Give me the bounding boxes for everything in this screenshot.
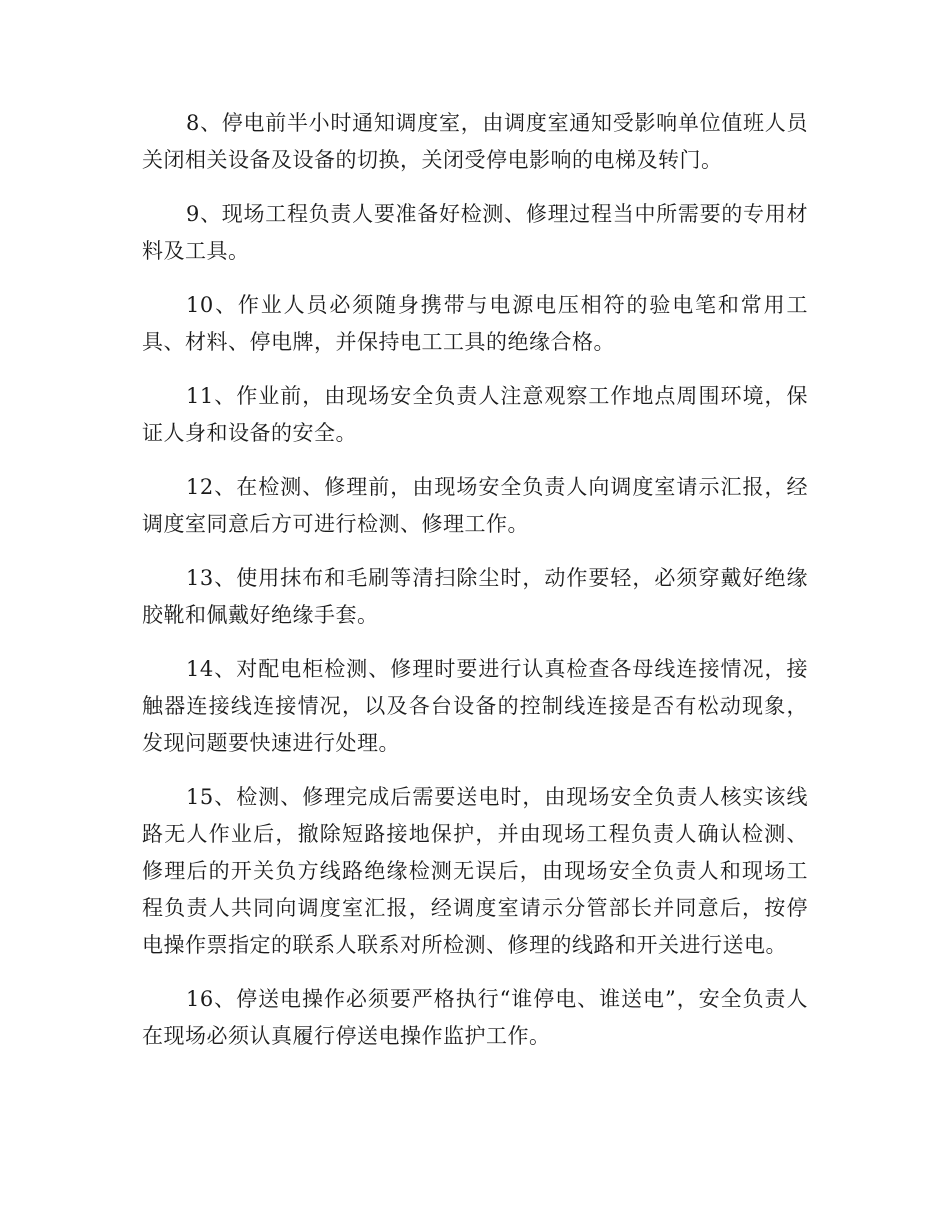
- paragraph-item-15: 15、检测、修理完成后需要送电时，由现场安全负责人核实该线路无人作业后，撤除短路接地保护，并由现场工程负责人确认检测、修理后的开关负方线路绝缘检测无误后，由现场安全负责人和现场工程负责人共同向调度室汇报，经调度室请示分管部长并同意后，按停电操作票指定的联系人联系对所检测、修理的线路和开关进行送电。: [142, 785, 808, 957]
- paragraph-item-11: 11、作业前，由现场安全负责人注意观察工作地点周围环境，保证人身和设备的安全。: [142, 384, 808, 445]
- paragraph-item-8: 8、停电前半小时通知调度室，由调度室通知受影响单位值班人员关闭相关设备及设备的切换，关闭受停电影响的电梯及转门。: [142, 111, 808, 172]
- document-body: [142, 105, 808, 1072]
- paragraph-item-13: 13、使用抹布和毛刷等清扫除尘时，动作要轻，必须穿戴好绝缘胶靴和佩戴好绝缘手套。: [142, 566, 808, 627]
- paragraph-item-16: 16、停送电操作必须要严格执行“谁停电、谁送电”，安全负责人在现场必须认真履行停送电操作监护工作。: [142, 987, 808, 1048]
- paragraph-item-12: 12、在检测、修理前，由现场安全负责人向调度室请示汇报，经调度室同意后方可进行检测、修理工作。: [142, 475, 808, 536]
- paragraph-item-10: 10、作业人员必须随身携带与电源电压相符的验电笔和常用工具、材料、停电牌，并保持电工工具的绝缘合格。: [142, 293, 808, 354]
- paragraph-item-9: 9、现场工程负责人要准备好检测、修理过程当中所需要的专用材料及工具。: [142, 202, 808, 263]
- paragraph-item-14: 14、对配电柜检测、修理时要进行认真检查各母线连接情况，接触器连接线连接情况，以及各台设备的控制线连接是否有松动现象，发现问题要快速进行处理。: [142, 657, 808, 755]
